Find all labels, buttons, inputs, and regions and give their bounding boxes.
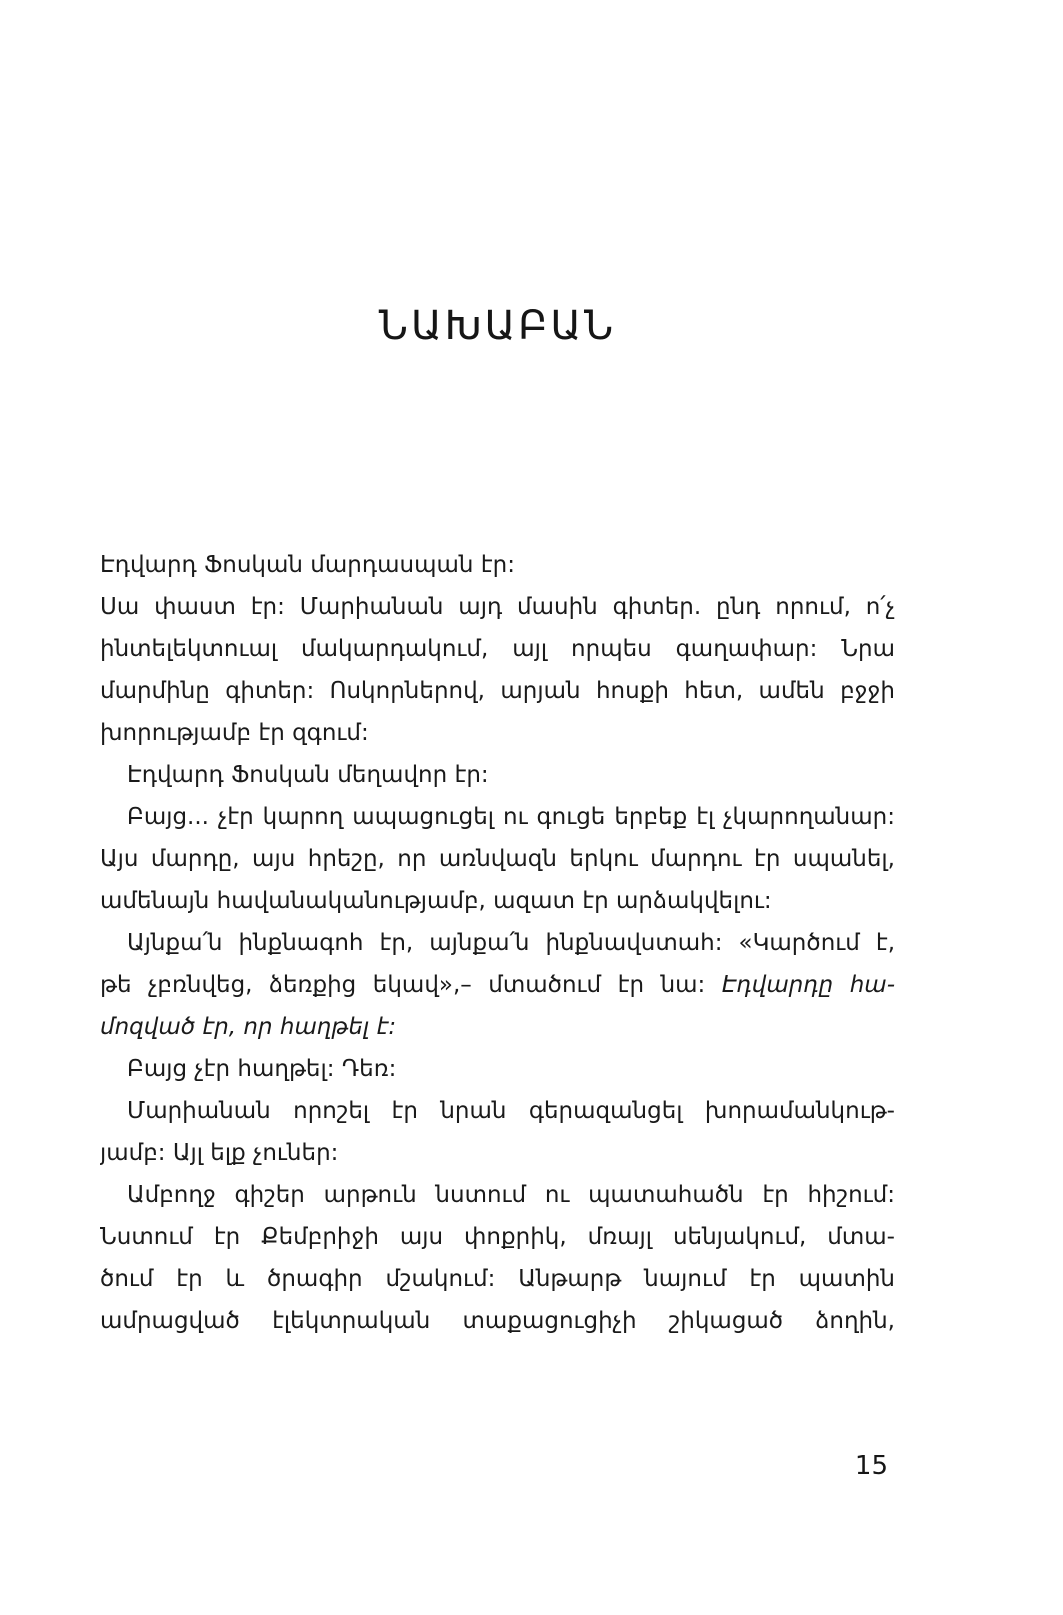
line-text: ինտելեկտուալ մակարդակում, այլ որպես գաղափար: Նրա [100, 636, 895, 662]
text-line [100, 922, 895, 964]
line-text: յամբ: Այլ ելք չուներ: [100, 1140, 339, 1166]
chapter-title: ՆԱԽԱԲԱՆ [378, 303, 617, 349]
text-line [100, 1258, 895, 1300]
text-line [100, 1006, 895, 1048]
line-text: Էդվարդ Ֆոսկան մարդասպան էր: [100, 552, 515, 578]
line-text: Այնքա՛ն ինքնագոհ էր, այնքա՛ն ինքնավստահ: «Կարծում է, [127, 930, 895, 956]
text-line [100, 796, 895, 838]
line-text: Ամբողջ գիշեր արթուն նստում ու պատահածն էր հիշում: [127, 1182, 895, 1208]
line-text: Սա փաստ էր: Մարիանան այդ մասին գիտեր. ընդ որում, ո՛չ [100, 594, 895, 620]
text-line [100, 1132, 895, 1174]
line-text: ամենայն հավանականությամբ, ազատ էր արձակվելու: [100, 888, 772, 914]
body-text [100, 544, 895, 1342]
line-text: Մարիանան որոշել էր նրան գերազանցել խորամանկութ- [127, 1098, 895, 1124]
text-line [100, 964, 895, 1006]
line-text: Բայց... չէր կարող ապացուցել ու գուցե երբեք էլ չկարողանար: [127, 804, 895, 830]
line-text-italic: Էդվարդը հա- [721, 972, 895, 998]
text-line [100, 754, 895, 796]
text-line [100, 586, 895, 628]
text-line [100, 712, 895, 754]
line-text: մարմինը գիտեր: Ոսկորներով, արյան հոսքի հետ, ամեն բջջի [100, 678, 895, 704]
text-line [100, 670, 895, 712]
line-text-italic: մոզված էր, որ հաղթել է: [100, 1014, 397, 1040]
line-text: թե չբռնվեց, ձեռքից եկավ»,– մտածում էր նա: [100, 972, 722, 998]
page-number: 15 [854, 1451, 888, 1481]
text-line [100, 1300, 895, 1342]
line-text: Նստում էր Քեմբրիջի այս փոքրիկ, մռայլ սենյակում, մտա- [100, 1224, 895, 1250]
line-text: ծում էր և ծրագիր մշակում: Անթարթ նայում էր պատին [100, 1266, 895, 1292]
text-line [100, 880, 895, 922]
line-text: Այս մարդը, այս հրեշը, որ առնվազն երկու մարդու էր սպանել, [100, 846, 895, 872]
line-text: ամրացված էլեկտրական տաքացուցիչի շիկացած ձողին, [100, 1308, 895, 1334]
text-line [100, 838, 895, 880]
line-text: Էդվարդ Ֆոսկան մեղավոր էր: [127, 762, 489, 788]
text-line [100, 1090, 895, 1132]
text-line [100, 1216, 895, 1258]
line-text: խորությամբ էր զգում: [100, 720, 369, 746]
text-line [100, 544, 895, 586]
text-line [100, 1048, 895, 1090]
line-text: Բայց չէր հաղթել: Դեռ: [127, 1056, 397, 1082]
text-line [100, 1174, 895, 1216]
text-line [100, 628, 895, 670]
